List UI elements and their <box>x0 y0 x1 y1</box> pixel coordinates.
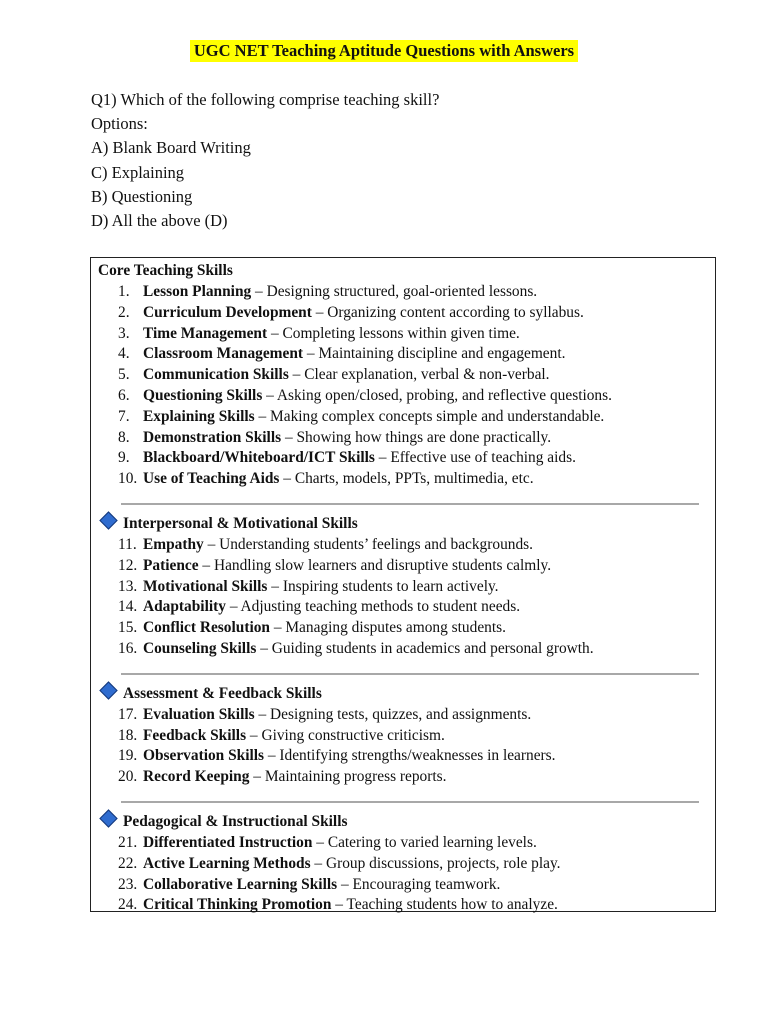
skill-item <box>98 895 715 916</box>
skill-term: Adaptability <box>143 598 226 616</box>
options-label: Options: <box>91 114 148 134</box>
skill-item <box>98 577 715 598</box>
skill-number: 7. <box>118 407 130 425</box>
skill-term: Evaluation Skills <box>143 705 255 723</box>
skill-item <box>98 618 715 639</box>
skill-description: – Adjusting teaching methods to student needs. <box>225 598 521 616</box>
skill-description: – Designing structured, goal-oriented lessons. <box>251 283 538 300</box>
skill-description: – Asking open/closed, probing, and reflective questions. <box>262 386 612 404</box>
skill-number: 4. <box>118 345 130 363</box>
skill-number: 8. <box>118 428 130 446</box>
section-heading-text: Assessment & Feedback Skills <box>123 684 322 702</box>
skill-description: – Making complex concepts simple and understandable. <box>254 407 605 425</box>
skill-item <box>98 639 715 660</box>
skill-term: Classroom Management <box>143 345 304 363</box>
skill-number: 1. <box>118 283 130 300</box>
skill-item <box>98 556 715 577</box>
skill-description: – Guiding students in academics and personal growth. <box>256 639 594 657</box>
skill-item <box>98 386 715 407</box>
question-text: Q1) Which of the following comprise teaching skill? <box>91 90 440 109</box>
skill-item <box>98 833 715 854</box>
question-block <box>91 88 439 233</box>
section-heading <box>98 261 715 282</box>
skill-number: 17. <box>118 705 138 723</box>
skill-description: – Teaching students how to analyze. <box>331 896 558 914</box>
skill-number: 24. <box>118 896 138 914</box>
skill-item <box>98 365 715 386</box>
skill-description: – Understanding students’ feelings and backgrounds. <box>203 535 533 553</box>
skill-description: – Showing how things are done practically. <box>281 428 552 446</box>
skill-number: 6. <box>118 386 130 404</box>
option-a: A) Blank Board Writing <box>91 138 251 158</box>
skill-item <box>98 535 715 556</box>
skill-number: 12. <box>118 556 138 574</box>
skill-term: Differentiated Instruction <box>143 833 313 851</box>
skill-item <box>98 448 715 469</box>
section-divider <box>121 801 699 803</box>
skill-term: Conflict Resolution <box>143 619 270 637</box>
diamond-icon <box>99 511 117 529</box>
skill-description: – Designing tests, quizzes, and assignments. <box>254 705 532 723</box>
section-divider <box>121 503 699 505</box>
skill-term: Curriculum Development <box>143 303 312 321</box>
skill-number: 10. <box>118 470 138 488</box>
skill-description: – Group discussions, projects, role play. <box>310 854 561 872</box>
skill-item <box>98 344 715 365</box>
skill-description: – Handling slow learners and disruptive students calmly. <box>198 556 552 574</box>
skill-item <box>98 469 715 490</box>
section-heading-text: Core Teaching Skills <box>98 262 233 279</box>
section-divider <box>121 673 699 675</box>
skill-number: 20. <box>118 768 138 786</box>
skill-description: – Completing lessons within given time. <box>267 324 520 342</box>
skill-description: – Maintaining discipline and engagement. <box>303 345 566 363</box>
title-wrapper <box>0 40 768 62</box>
skill-number: 16. <box>118 639 138 657</box>
skill-number: 14. <box>118 598 138 616</box>
skill-term: Observation Skills <box>143 747 265 765</box>
skill-term: Collaborative Learning Skills <box>143 875 338 893</box>
section-heading <box>98 684 715 705</box>
skill-number: 22. <box>118 854 138 872</box>
skills-box <box>90 257 716 912</box>
skill-number: 5. <box>118 366 130 384</box>
skill-description: – Maintaining progress reports. <box>249 768 447 786</box>
skill-number: 3. <box>118 324 130 342</box>
skill-description: – Identifying strengths/weaknesses in learners. <box>264 747 556 765</box>
skill-list <box>98 833 715 916</box>
skill-term: Explaining Skills <box>143 407 255 425</box>
skill-list <box>98 282 715 490</box>
skill-term: Counseling Skills <box>143 639 257 657</box>
skill-description: – Encouraging teamwork. <box>337 875 501 893</box>
skill-term: Use of Teaching Aids <box>143 470 280 488</box>
option-b: B) Questioning <box>91 186 193 206</box>
skill-description: – Organizing content according to syllabus. <box>311 303 584 321</box>
skill-number: 9. <box>118 449 130 467</box>
diamond-icon <box>99 809 117 827</box>
skill-term: Patience <box>143 556 199 574</box>
skill-item <box>98 303 715 324</box>
skill-term: Empathy <box>143 535 204 553</box>
skill-item <box>98 726 715 747</box>
skill-item <box>98 428 715 449</box>
skill-list <box>98 535 715 660</box>
page-title: UGC NET Teaching Aptitude Questions with Answers <box>190 40 578 62</box>
option-c: C) Explaining <box>91 162 185 182</box>
skill-item <box>98 746 715 767</box>
section-heading-text: Pedagogical & Instructional Skills <box>123 812 348 830</box>
skill-description: – Giving constructive criticism. <box>246 726 445 744</box>
skill-number: 18. <box>118 726 138 744</box>
skill-number: 21. <box>118 833 138 851</box>
skill-item <box>98 875 715 896</box>
skill-description: – Catering to varied learning levels. <box>312 833 537 851</box>
skill-term: Communication Skills <box>143 366 289 384</box>
diamond-icon <box>99 681 117 699</box>
skill-item <box>98 324 715 345</box>
skill-term: Active Learning Methods <box>143 854 311 872</box>
skill-item <box>98 597 715 618</box>
skill-term: Record Keeping <box>143 768 250 786</box>
skill-description: – Inspiring students to learn actively. <box>267 577 499 595</box>
skill-item <box>98 854 715 875</box>
skill-number: 23. <box>118 875 138 893</box>
skill-list <box>98 705 715 788</box>
skill-item <box>98 282 715 303</box>
skill-description: – Managing disputes among students. <box>269 619 506 637</box>
skill-item <box>98 407 715 428</box>
skill-term: Motivational Skills <box>143 577 268 595</box>
skill-term: Blackboard/Whiteboard/ICT Skills <box>143 449 375 467</box>
skill-number: 11. <box>118 535 137 553</box>
skill-number: 15. <box>118 619 138 637</box>
skill-description: – Clear explanation, verbal & non-verbal. <box>288 366 550 384</box>
skill-term: Lesson Planning <box>143 283 252 300</box>
skill-number: 19. <box>118 747 138 765</box>
skill-item <box>98 767 715 788</box>
skill-term: Demonstration Skills <box>143 428 282 446</box>
skill-term: Time Management <box>143 324 268 342</box>
skill-item <box>98 705 715 726</box>
skill-term: Critical Thinking Promotion <box>143 896 332 914</box>
section-heading-text: Interpersonal & Motivational Skills <box>123 514 358 532</box>
skill-number: 13. <box>118 577 138 595</box>
skill-term: Feedback Skills <box>143 726 247 744</box>
skill-term: Questioning Skills <box>143 386 263 404</box>
skill-description: – Effective use of teaching aids. <box>374 449 576 467</box>
option-d: D) All the above (D) <box>91 211 228 231</box>
section-heading <box>98 812 715 833</box>
skill-number: 2. <box>118 303 130 321</box>
section-heading <box>98 514 715 535</box>
skill-description: – Charts, models, PPTs, multimedia, etc. <box>279 470 534 488</box>
